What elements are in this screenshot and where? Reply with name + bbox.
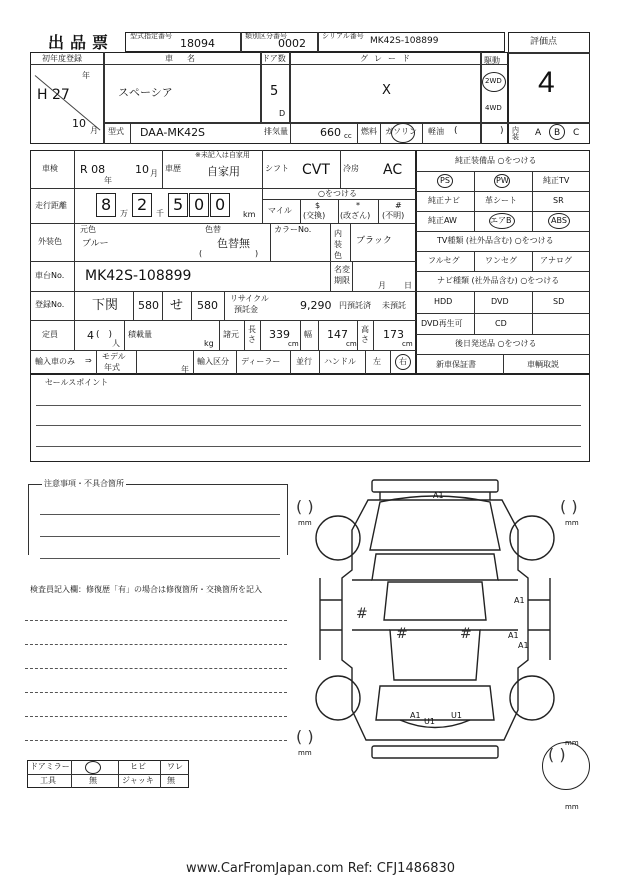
door-type: D xyxy=(279,109,286,118)
mm-unit-rr: mm xyxy=(565,739,579,747)
model-label: 型式 xyxy=(108,127,124,136)
reg-label: 登録No. xyxy=(35,300,65,309)
equip-airbag: エアB xyxy=(490,216,512,225)
chassis-value: MK42S-108899 xyxy=(85,268,192,284)
doc-warranty: 新車保証書 xyxy=(436,360,476,369)
chassis-label: 車台No. xyxy=(35,271,65,280)
dims-label: 諸元 xyxy=(223,330,239,339)
hibi-label: ヒビ xyxy=(130,762,146,771)
svg-text:( ): ( ) xyxy=(296,497,314,516)
meter-tamper: (改ざん) xyxy=(340,211,371,220)
interior-c: C xyxy=(573,128,580,138)
genuine-label: 純正装備品 ○をつける xyxy=(455,156,537,165)
interior-color-label: 内装色 xyxy=(334,229,342,260)
diagram-rear-mark-1: A1 xyxy=(410,711,421,720)
load-unit: kg xyxy=(204,339,214,348)
model-cert-value: 18094 xyxy=(180,37,215,50)
color-no-label: カラーNo. xyxy=(274,225,312,234)
nav-hdd: HDD xyxy=(434,297,453,306)
svg-text:#: # xyxy=(460,626,472,642)
category-value: 0002 xyxy=(278,37,306,50)
shaken-label: 車検 xyxy=(42,164,58,173)
history-note: ※未記入は自家用 xyxy=(195,151,250,159)
meter-swap: (交換) xyxy=(303,211,326,220)
sales-point-box xyxy=(30,374,590,462)
load-label: 積載量 xyxy=(128,330,152,339)
repaint-bracket-close: ) xyxy=(255,249,259,258)
tv-label: TV種類 (社外品含む) ○をつける xyxy=(437,236,554,245)
model-cert-label: 型式指定番号 xyxy=(130,32,172,40)
tv-full-seg: フルセグ xyxy=(428,256,460,265)
tools-value: 無 xyxy=(89,776,97,785)
model-year-label-1: モデル xyxy=(102,352,126,361)
svg-text:( ): ( ) xyxy=(548,745,566,764)
model-year-unit: 年 xyxy=(181,365,189,374)
capacity-bracket: ( ) xyxy=(96,330,113,340)
model-value: DAA-MK42S xyxy=(140,126,206,139)
width-value: 147 xyxy=(327,328,348,341)
equip-genuine-nav: 純正ナビ xyxy=(428,196,460,205)
repaint-bracket-open: ( xyxy=(199,249,203,258)
equip-abs: ABS xyxy=(551,216,567,225)
ac-value: AC xyxy=(383,162,403,178)
mileage-digit-4: 0 xyxy=(194,195,205,214)
color-label: 外装色 xyxy=(38,237,62,246)
watermark: www.CarFromJapan.com Ref: CFJ1486830 xyxy=(186,861,456,876)
tv-one-seg: ワンセグ xyxy=(485,256,517,265)
tv-analog: アナログ xyxy=(540,256,572,265)
later-docs-label: 後日発送品 ○をつける xyxy=(455,339,537,348)
interior-color: ブラック xyxy=(356,236,392,246)
meter-mile: マイル xyxy=(268,206,292,215)
svg-text:#: # xyxy=(396,626,408,642)
import-label: 輸入車のみ xyxy=(35,357,75,366)
nav-sd: SD xyxy=(553,297,565,306)
tools-label: 工具 xyxy=(40,776,56,785)
reg-kana: せ xyxy=(170,298,184,313)
mileage-digit-3: 5 xyxy=(173,195,184,214)
height-value: 173 xyxy=(383,328,404,341)
import-arrow: ⇒ xyxy=(85,356,92,365)
equip-genuine-tv: 純正TV xyxy=(543,176,570,185)
fuel-label: 燃料 xyxy=(361,127,377,136)
meter-unknown-sym: # xyxy=(395,201,402,210)
displacement-value: 660 xyxy=(320,126,341,139)
fuel-bracket-open: ( xyxy=(454,126,458,136)
displacement-label: 排気量 xyxy=(264,127,288,136)
doors-value: 5 xyxy=(270,84,279,99)
grade-value: 4 xyxy=(538,66,555,99)
shaken-month-unit: 月 xyxy=(150,169,158,178)
fuel-bracket-close: ) xyxy=(500,126,504,136)
dealer: ディーラー xyxy=(241,357,281,366)
equip-genuine-aw: 純正AW xyxy=(428,216,457,225)
nav-label: ナビ種類 (社外品含む) ○をつける xyxy=(437,276,560,285)
nav-dvd-player: DVD再生可 xyxy=(421,319,463,328)
equip-pw: PW xyxy=(496,176,509,185)
ware-label: ワレ xyxy=(167,762,183,771)
height-unit: cm xyxy=(402,340,413,348)
doc-manual: 車輌取説 xyxy=(527,360,559,369)
serial-value: MK42S-108899 xyxy=(370,36,439,46)
parallel: 並行 xyxy=(296,357,312,366)
capacity-label: 定員 xyxy=(42,330,58,339)
car-name-label: 車名 xyxy=(165,54,209,63)
recycle-unpaid: 未預託 xyxy=(382,301,406,310)
history-label: 車歴 xyxy=(165,164,181,173)
shaken-month: 10 xyxy=(135,163,149,176)
grade-name: X xyxy=(382,83,391,98)
first-reg-label: 初年度登録 xyxy=(42,54,82,63)
interior-label: 内装 xyxy=(512,126,519,141)
recycle-value: 9,290 xyxy=(300,299,332,312)
first-reg-month: 10 xyxy=(72,117,86,130)
width-label: 幅 xyxy=(304,330,312,339)
drive-4wd: 4WD xyxy=(485,104,502,112)
mileage-sen-unit: 千 xyxy=(156,209,164,218)
mileage-digit-2: 2 xyxy=(137,195,148,214)
drive-2wd: 2WD xyxy=(485,77,502,85)
shaken-value: R 08 xyxy=(80,163,106,176)
repaint-label: 色替 xyxy=(205,225,221,234)
recycle-label-1: リサイクル xyxy=(230,294,269,303)
fuel-gas: ガソリン xyxy=(385,127,417,136)
shaken-year-unit: 年 xyxy=(104,176,112,185)
meter-tamper-sym: * xyxy=(356,201,360,210)
form-title: 出品票 xyxy=(48,33,115,52)
svg-text:( ): ( ) xyxy=(296,727,314,746)
drive-label: 駆動 xyxy=(484,56,500,65)
svg-text:( ): ( ) xyxy=(560,497,578,516)
displacement-unit: cc xyxy=(344,132,352,140)
diagram-side-mark-3: A1 xyxy=(518,641,529,650)
defects-label: 注意事項・不具合箇所 xyxy=(44,479,124,488)
shift-label: シフト xyxy=(265,164,289,173)
doors-label: ドア数 xyxy=(262,54,286,63)
first-reg-year-unit: 年 xyxy=(82,71,90,80)
diagram-rear-mark-2: U1 xyxy=(424,717,435,726)
fuel-diesel: 軽油 xyxy=(428,127,444,136)
orig-color-label: 元色 xyxy=(80,225,96,234)
recycle-status: 円預託済 xyxy=(339,301,371,310)
orig-color: ブルー xyxy=(82,239,109,249)
grade-col-label: グレード xyxy=(360,54,416,63)
width-unit: cm xyxy=(346,340,357,348)
mileage-label: 走行距離 xyxy=(35,201,67,210)
mm-unit-spare: mm xyxy=(565,803,579,811)
mileage-digit-5: 0 xyxy=(215,195,226,214)
mileage-digit-1: 8 xyxy=(101,195,112,214)
capacity-unit: 人 xyxy=(112,339,120,348)
reg-place: 下関 xyxy=(92,298,119,313)
diagram-side-mark-2: A1 xyxy=(508,631,519,640)
repaint-value: 色替無 xyxy=(217,237,250,250)
inspector-label: 検査員記入欄：修復歴「有」の場合は修復箇所・交換箇所を記入 xyxy=(30,585,262,594)
handle-label: ハンドル xyxy=(324,357,356,366)
jack-value: 無 xyxy=(167,776,175,785)
reg-num: 580 xyxy=(197,299,218,312)
ac-label: 冷房 xyxy=(343,164,359,173)
history-value: 自家用 xyxy=(207,165,240,178)
name-change-day-unit: 日 xyxy=(404,281,412,290)
name-change-label: 名変期限 xyxy=(334,265,350,285)
reg-class: 580 xyxy=(138,299,159,312)
mm-unit-rl: mm xyxy=(298,749,312,757)
recycle-label-2: 預託金 xyxy=(234,305,258,314)
meter-swap-sym: $ xyxy=(315,201,321,210)
car-damage-diagram xyxy=(290,470,590,800)
svg-text:#: # xyxy=(356,606,368,622)
mileage-km-unit: km xyxy=(243,210,256,219)
category-label: 類別区分番号 xyxy=(245,32,287,40)
equip-ps: PS xyxy=(440,176,450,185)
equip-sr: SR xyxy=(553,196,564,205)
jack-label: ジャッキ xyxy=(122,776,154,785)
nav-dvd: DVD xyxy=(491,297,509,306)
mm-unit-fl: mm xyxy=(298,519,312,527)
spare-wheel xyxy=(542,739,590,790)
diagram-front-mark: A1 xyxy=(433,491,444,500)
handle-right: 右 xyxy=(399,357,407,366)
sales-point-label: セールスポイント xyxy=(45,378,109,387)
length-value: 339 xyxy=(269,328,290,341)
import-class-label: 輸入区分 xyxy=(197,357,229,366)
name-change-month-unit: 月 xyxy=(378,281,386,290)
handle-left: 左 xyxy=(373,357,381,366)
model-year-label-2: 年式 xyxy=(104,363,120,372)
meter-note: ○をつける xyxy=(318,189,357,198)
interior-a: A xyxy=(535,128,542,138)
equip-leather: 革シート xyxy=(485,196,517,205)
car-name: スペーシア xyxy=(118,86,173,99)
length-unit: cm xyxy=(288,340,299,348)
capacity-value: 4 xyxy=(87,329,94,342)
defects-area xyxy=(28,484,288,555)
mirror-check-circle xyxy=(85,761,101,774)
mm-unit-fr: mm xyxy=(565,519,579,527)
mileage-man-unit: 万 xyxy=(120,209,128,218)
diagram-rear-mark-3: U1 xyxy=(451,711,462,720)
height-label: 高さ xyxy=(361,325,369,344)
serial-label: シリアル番号 xyxy=(322,32,364,40)
interior-b: B xyxy=(554,128,561,138)
grade-label: 評価点 xyxy=(530,37,558,47)
first-reg-year: H 27 xyxy=(37,87,70,103)
diagram-side-mark-1: A1 xyxy=(514,596,525,605)
shift-value: CVT xyxy=(302,162,330,178)
meter-unknown: (不明) xyxy=(382,211,405,220)
mirror-label: ドアミラー xyxy=(30,762,70,771)
nav-cd: CD xyxy=(495,319,507,328)
length-label: 長さ xyxy=(248,325,256,344)
first-reg-month-unit: 月 xyxy=(90,126,98,135)
